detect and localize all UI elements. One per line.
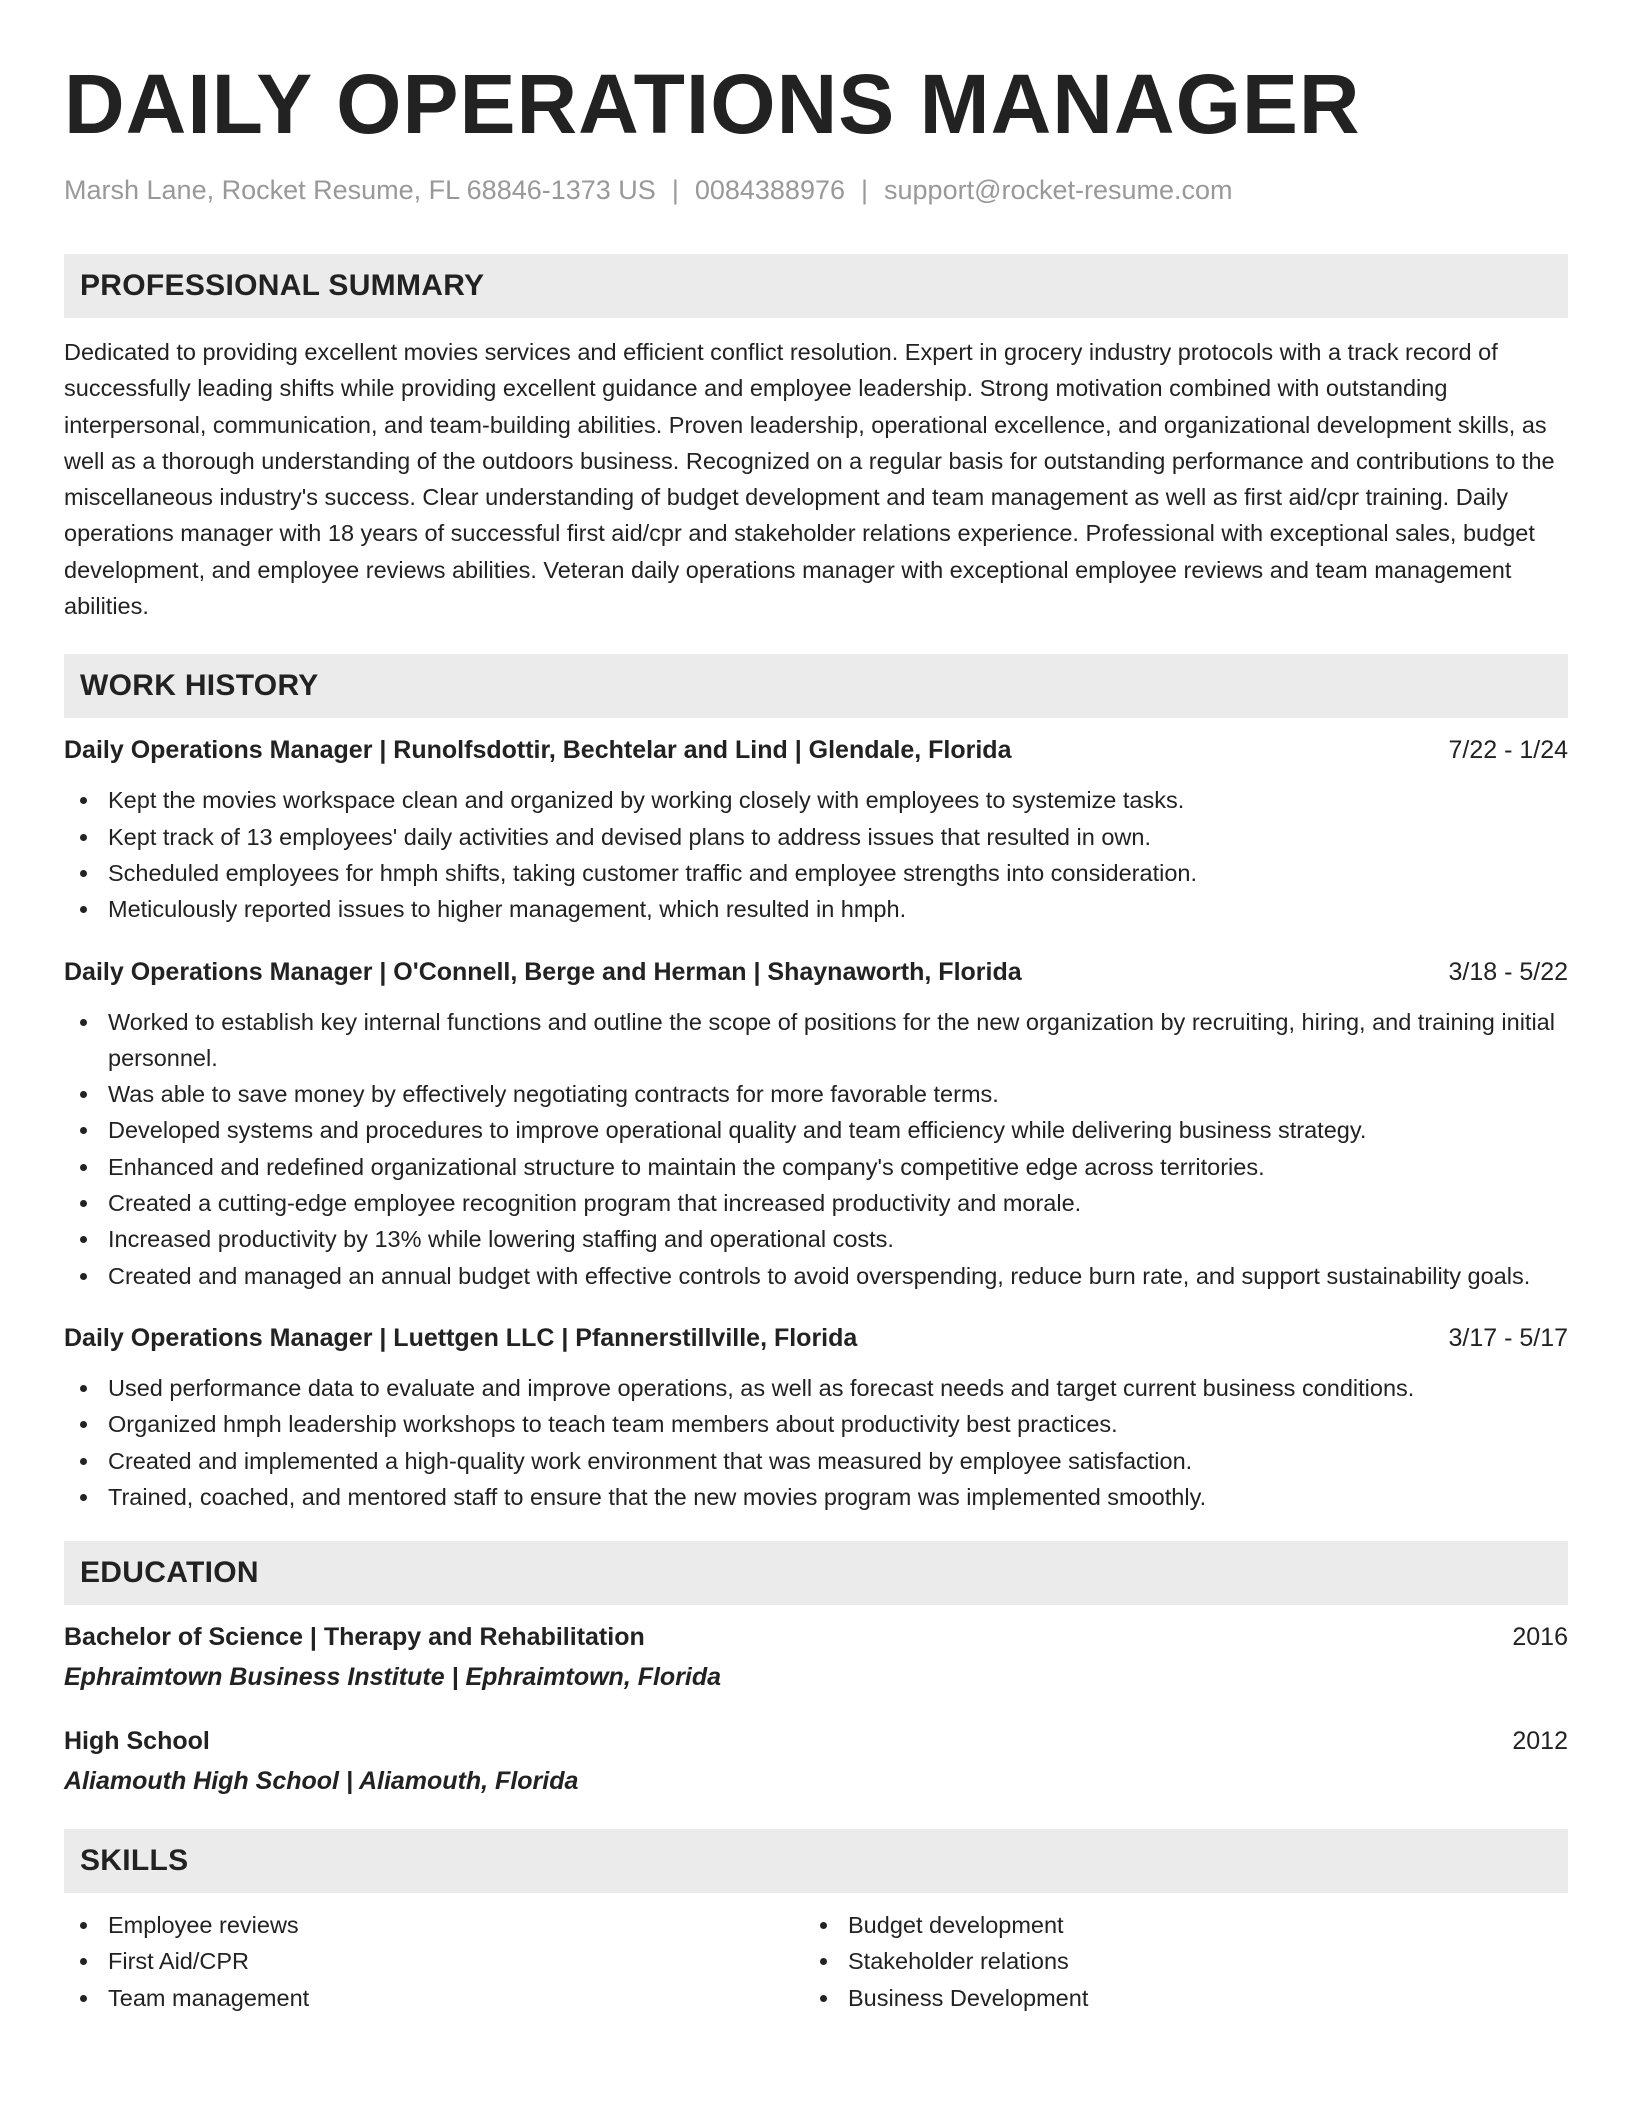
skill-item: First Aid/CPR bbox=[64, 1943, 804, 1979]
skills-column-left bbox=[64, 1907, 804, 2016]
contact-separator: | bbox=[861, 175, 869, 205]
job-bullet: Developed systems and procedures to improve operational quality and team efficiency while delivering business strategy. bbox=[64, 1112, 1568, 1148]
resume-name: DAILY OPERATIONS MANAGER bbox=[64, 57, 1361, 151]
job-bullets bbox=[64, 1004, 1568, 1294]
job-bullet: Kept the movies workspace clean and organized by working closely with employees to systemize tasks. bbox=[64, 782, 1568, 818]
contact-phone: 0084388976 bbox=[694, 175, 845, 205]
education-degree: High School bbox=[64, 1727, 210, 1756]
skill-item: Budget development bbox=[804, 1907, 1544, 1943]
skills-bullets bbox=[804, 1907, 1544, 2016]
job-entry bbox=[64, 954, 1568, 1294]
education-year: 2012 bbox=[1512, 1727, 1568, 1756]
job-dates: 7/22 - 1/24 bbox=[1448, 736, 1568, 765]
education-school: Ephraimtown Business Institute | Ephraimtown, Florida bbox=[64, 1663, 722, 1692]
skills-bullets bbox=[64, 1907, 804, 2016]
skills-column-right bbox=[804, 1907, 1544, 2016]
job-bullet: Kept track of 13 employees' daily activities and devised plans to address issues that resulted in own. bbox=[64, 819, 1568, 855]
job-title: Daily Operations Manager | O'Connell, Berge and Herman | Shaynaworth, Florida bbox=[64, 957, 1022, 986]
section-heading-education: EDUCATION bbox=[64, 1541, 1568, 1605]
job-bullet: Organized hmph leadership workshops to teach team members about productivity best practices. bbox=[64, 1406, 1568, 1442]
job-header bbox=[64, 1320, 1568, 1356]
job-bullet: Worked to establish key internal functions and outline the scope of positions for the new organization by recruiting, hiring, and training initial personnel. bbox=[64, 1004, 1568, 1077]
section-heading-skills: SKILLS bbox=[64, 1829, 1568, 1893]
contact-separator: | bbox=[671, 175, 679, 205]
job-bullet: Increased productivity by 13% while lowering staffing and operational costs. bbox=[64, 1221, 1568, 1257]
job-dates: 3/18 - 5/22 bbox=[1448, 957, 1568, 986]
job-header bbox=[64, 732, 1568, 768]
contact-address: Marsh Lane, Rocket Resume, FL 68846-1373 US bbox=[64, 175, 656, 205]
skills-list bbox=[64, 1907, 1568, 2016]
skill-item: Employee reviews bbox=[64, 1907, 804, 1943]
education-entry bbox=[64, 1619, 1568, 1695]
education-entry bbox=[64, 1723, 1568, 1799]
section-heading-summary: PROFESSIONAL SUMMARY bbox=[64, 254, 1568, 318]
job-title: Daily Operations Manager | Luettgen LLC | Pfannerstillville, Florida bbox=[64, 1323, 858, 1352]
job-bullet: Enhanced and redefined organizational structure to maintain the company's competitive edge across territories. bbox=[64, 1149, 1568, 1185]
education-degree: Bachelor of Science | Therapy and Rehabilitation bbox=[64, 1623, 645, 1652]
job-bullet: Used performance data to evaluate and improve operations, as well as forecast needs and target current business conditions. bbox=[64, 1370, 1568, 1406]
job-entry bbox=[64, 732, 1568, 927]
job-bullet: Created and implemented a high-quality work environment that was measured by employee satisfaction. bbox=[64, 1443, 1568, 1479]
skill-item: Team management bbox=[64, 1980, 804, 2016]
job-bullet: Trained, coached, and mentored staff to ensure that the new movies program was implemented smoothly. bbox=[64, 1479, 1568, 1515]
contact-email: support@rocket-resume.com bbox=[884, 175, 1233, 205]
education-year: 2016 bbox=[1512, 1623, 1568, 1652]
job-dates: 3/17 - 5/17 bbox=[1448, 1323, 1568, 1352]
skill-item: Business Development bbox=[804, 1980, 1544, 2016]
summary-text: Dedicated to providing excellent movies services and efficient conflict resolution. Expert in grocery industry protocols with a track record of successfully leading shifts while providing excellent guidance and employee leadership. Strong motivation combined with outstanding interpersonal, communication, and team-building abilities. Proven leadership, operational excellence, and organizational development skills, as well as a thorough understanding of the outdoors business. Recognized on a regular basis for outstanding performance and contributions to the miscellaneous industry's success. Clear understanding of budget development and team management as well as first aid/cpr training. Daily operations manager with 18 years of successful first aid/cpr and stakeholder relations experience. Professional with exceptional sales, budget development, and employee reviews abilities. Veteran daily operations manager with exceptional employee reviews and team management abilities. bbox=[64, 339, 1555, 620]
contact-line bbox=[64, 172, 1568, 208]
job-bullet: Created and managed an annual budget with effective controls to avoid overspending, reduce burn rate, and support sustainability goals. bbox=[64, 1258, 1568, 1294]
job-header bbox=[64, 954, 1568, 990]
skill-item: Stakeholder relations bbox=[804, 1943, 1544, 1979]
job-bullet: Meticulously reported issues to higher management, which resulted in hmph. bbox=[64, 891, 1568, 927]
job-bullets bbox=[64, 782, 1568, 927]
section-heading-work-history: WORK HISTORY bbox=[64, 654, 1568, 718]
education-header bbox=[64, 1619, 1568, 1655]
job-bullets bbox=[64, 1370, 1568, 1515]
job-entry bbox=[64, 1320, 1568, 1515]
job-bullet: Scheduled employees for hmph shifts, taking customer traffic and employee strengths into consideration. bbox=[64, 855, 1568, 891]
education-header bbox=[64, 1723, 1568, 1759]
job-title: Daily Operations Manager | Runolfsdottir, Bechtelar and Lind | Glendale, Florida bbox=[64, 736, 1012, 765]
job-bullet: Created a cutting-edge employee recognition program that increased productivity and morale. bbox=[64, 1185, 1568, 1221]
job-bullet: Was able to save money by effectively negotiating contracts for more favorable terms. bbox=[64, 1076, 1568, 1112]
education-school: Aliamouth High School | Aliamouth, Florida bbox=[64, 1767, 579, 1796]
